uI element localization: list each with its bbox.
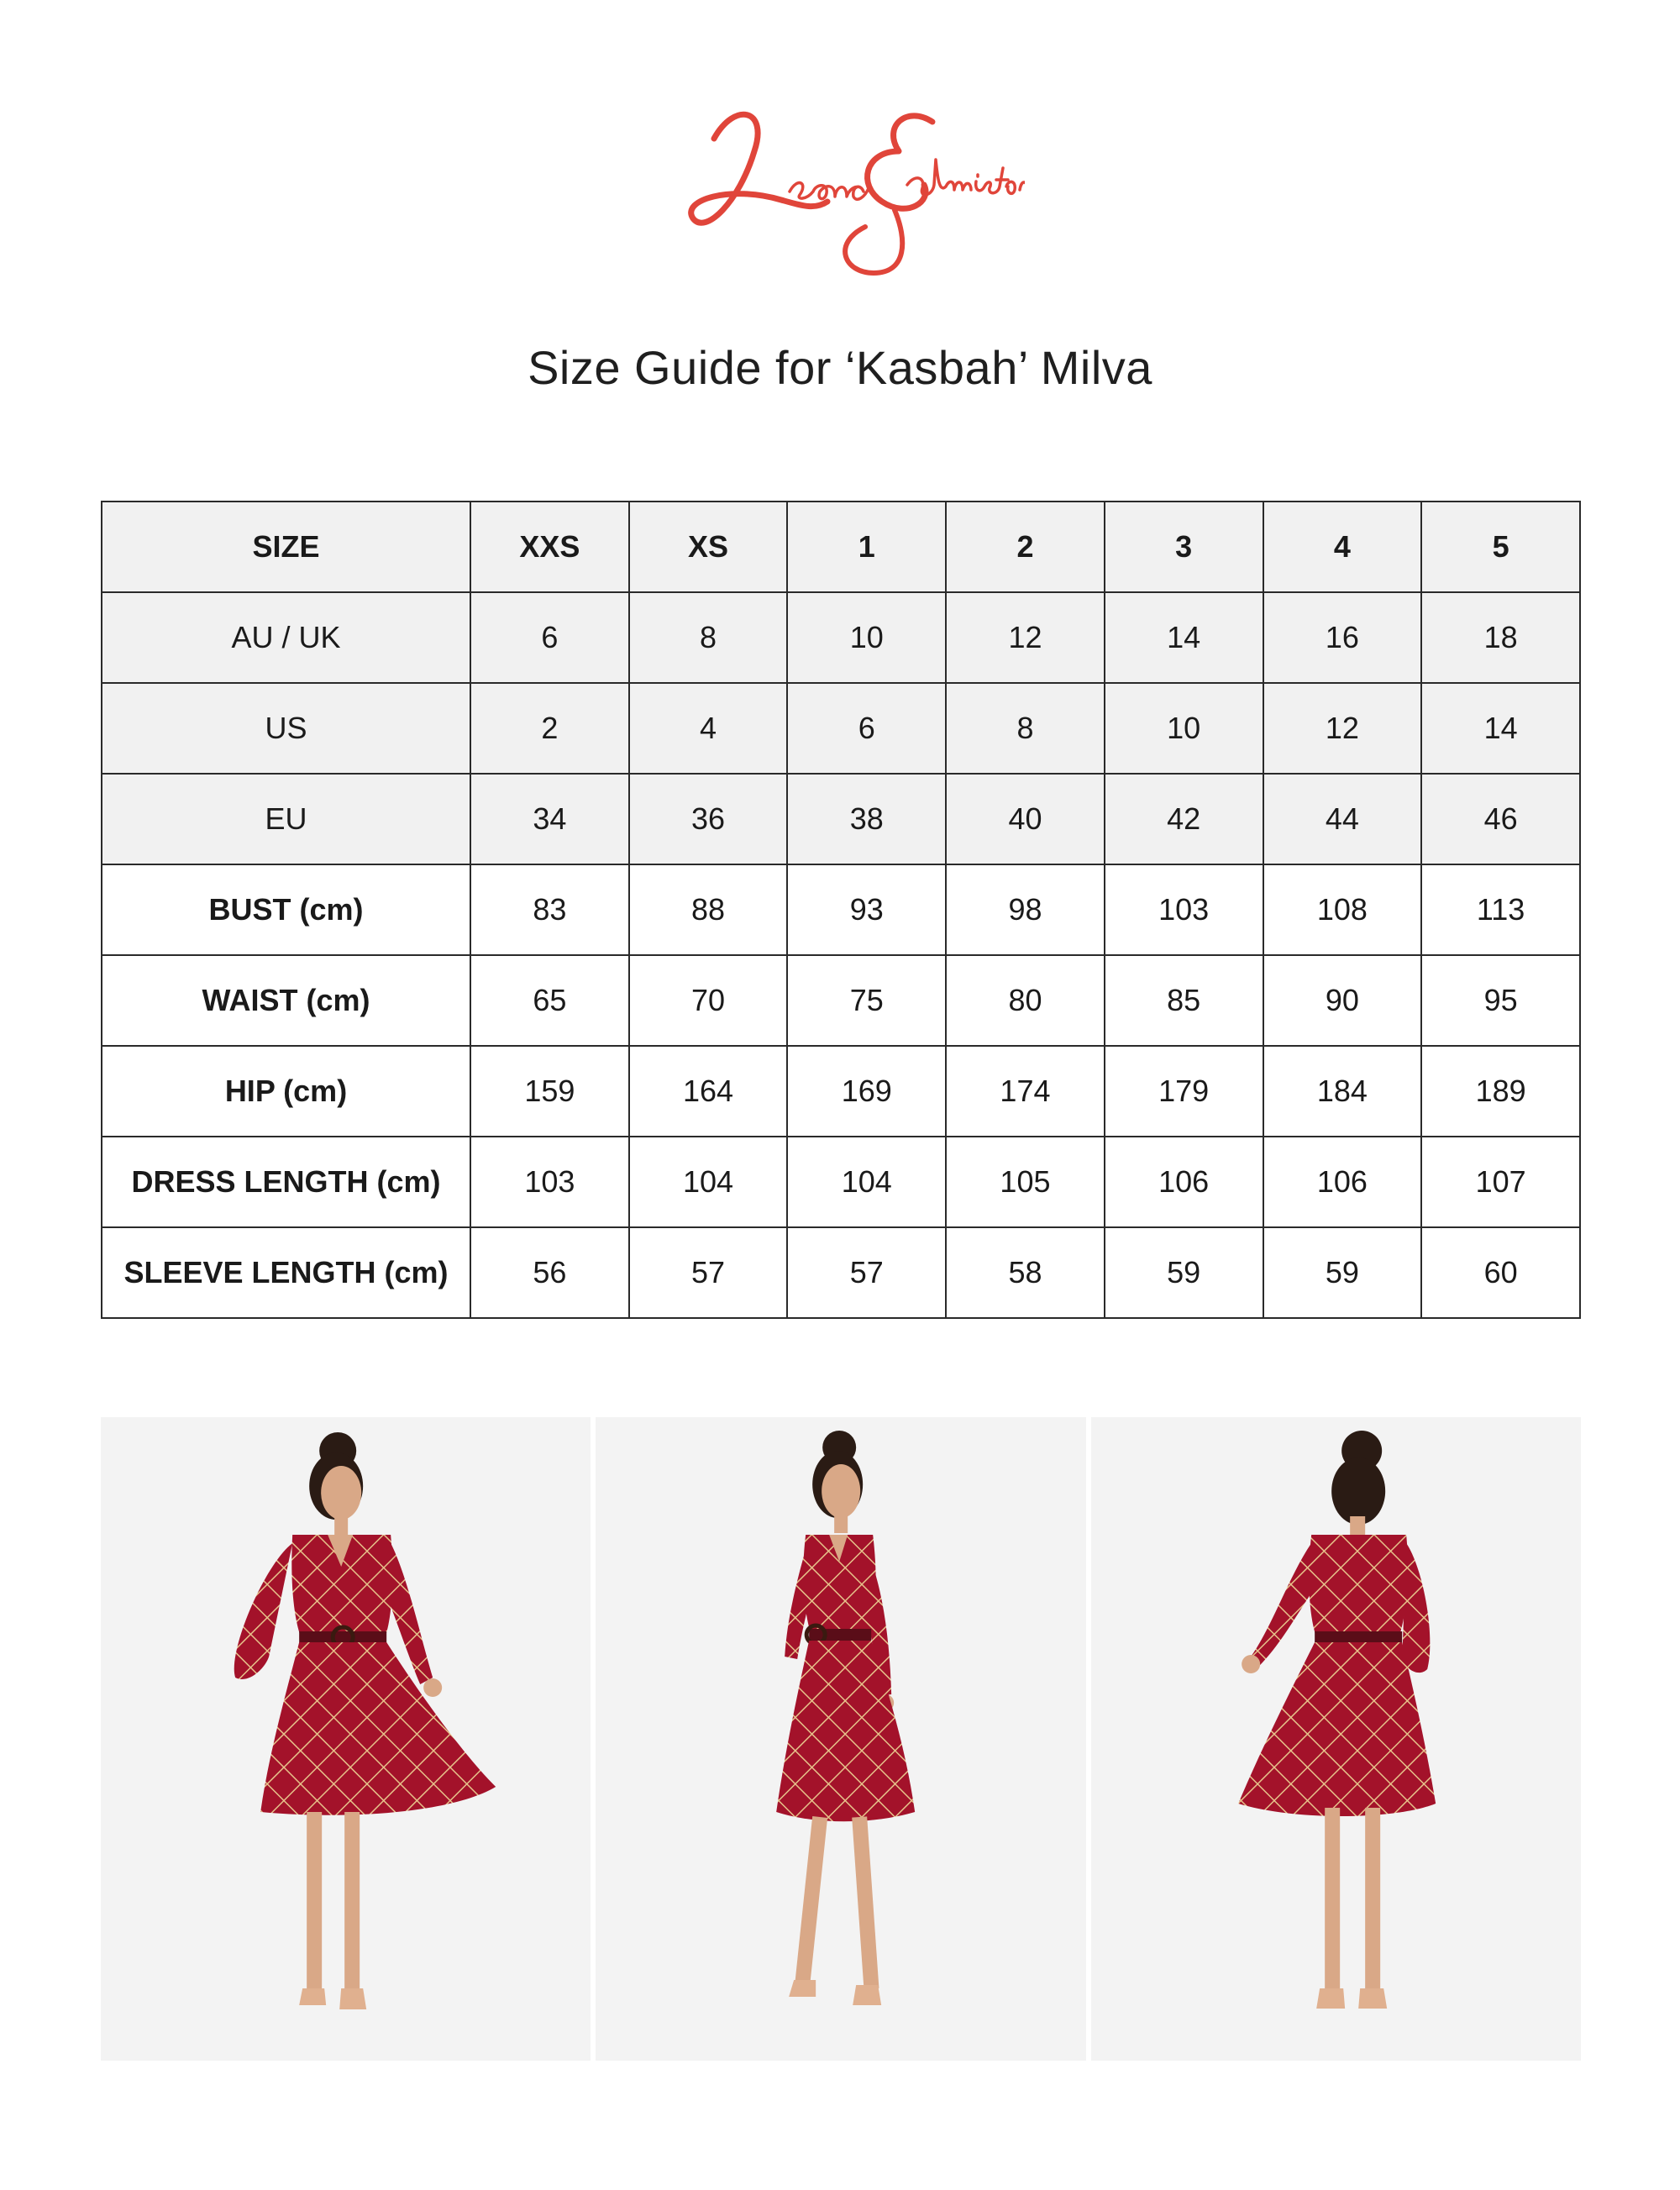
- table-cell: 2: [470, 683, 629, 774]
- table-cell: 106: [1105, 1137, 1263, 1227]
- header-cell: 2: [946, 502, 1105, 592]
- table-row: [102, 774, 1580, 864]
- table-cell: 95: [1421, 955, 1580, 1046]
- header-cell: SIZE: [102, 502, 470, 592]
- table-cell: 57: [629, 1227, 788, 1318]
- table-cell: 6: [787, 683, 946, 774]
- table-cell: 103: [470, 1137, 629, 1227]
- table-row: [102, 1046, 1580, 1137]
- table-cell: 93: [787, 864, 946, 955]
- table-cell: 60: [1421, 1227, 1580, 1318]
- table-cell: 59: [1263, 1227, 1422, 1318]
- table-cell: 65: [470, 955, 629, 1046]
- row-label: HIP (cm): [102, 1046, 470, 1137]
- table-cell: 42: [1105, 774, 1263, 864]
- photo-side-view: [596, 1417, 1085, 2061]
- table-cell: 164: [629, 1046, 788, 1137]
- model-back-illustration: [1091, 1417, 1581, 2061]
- table-cell: 46: [1421, 774, 1580, 864]
- table-cell: 103: [1105, 864, 1263, 955]
- header-cell: 1: [787, 502, 946, 592]
- table-row: [102, 592, 1580, 683]
- table-cell: 10: [787, 592, 946, 683]
- row-label: SLEEVE LENGTH (cm): [102, 1227, 470, 1318]
- row-label: BUST (cm): [102, 864, 470, 955]
- model-side-illustration: [596, 1417, 1085, 2061]
- table-cell: 56: [470, 1227, 629, 1318]
- table-cell: 58: [946, 1227, 1105, 1318]
- header-cell: 4: [1263, 502, 1422, 592]
- table-cell: 57: [787, 1227, 946, 1318]
- table-cell: 179: [1105, 1046, 1263, 1137]
- table-cell: 44: [1263, 774, 1422, 864]
- table-cell: 14: [1105, 592, 1263, 683]
- photo-back-view: [1091, 1417, 1581, 2061]
- table-cell: 104: [787, 1137, 946, 1227]
- table-cell: 106: [1263, 1137, 1422, 1227]
- table-cell: 8: [629, 592, 788, 683]
- table-cell: 38: [787, 774, 946, 864]
- table-cell: 70: [629, 955, 788, 1046]
- table-cell: 159: [470, 1046, 629, 1137]
- table-cell: 88: [629, 864, 788, 955]
- header-cell: XXS: [470, 502, 629, 592]
- table-cell: 174: [946, 1046, 1105, 1137]
- row-label: WAIST (cm): [102, 955, 470, 1046]
- table-row: [102, 683, 1580, 774]
- header-cell: 3: [1105, 502, 1263, 592]
- page-title: Size Guide for ‘Kasbah’ Milva: [528, 341, 1152, 394]
- row-label: US: [102, 683, 470, 774]
- table-row: [102, 864, 1580, 955]
- table-cell: 75: [787, 955, 946, 1046]
- table-row: [102, 1227, 1580, 1318]
- table-cell: 12: [1263, 683, 1422, 774]
- product-photos: [101, 1417, 1581, 2061]
- table-cell: 10: [1105, 683, 1263, 774]
- table-row: [102, 1137, 1580, 1227]
- table-cell: 104: [629, 1137, 788, 1227]
- header-cell: XS: [629, 502, 788, 592]
- table-cell: 34: [470, 774, 629, 864]
- row-label: AU / UK: [102, 592, 470, 683]
- size-guide-table: [101, 501, 1581, 1319]
- table-cell: 105: [946, 1137, 1105, 1227]
- table-cell: 36: [629, 774, 788, 864]
- table-cell: 113: [1421, 864, 1580, 955]
- photo-front-view: [101, 1417, 591, 2061]
- row-label: EU: [102, 774, 470, 864]
- row-label: DRESS LENGTH (cm): [102, 1137, 470, 1227]
- table-cell: 40: [946, 774, 1105, 864]
- table-row: [102, 955, 1580, 1046]
- table-cell: 12: [946, 592, 1105, 683]
- table-cell: 4: [629, 683, 788, 774]
- table-cell: 6: [470, 592, 629, 683]
- table-cell: 107: [1421, 1137, 1580, 1227]
- table-cell: 14: [1421, 683, 1580, 774]
- table-cell: 189: [1421, 1046, 1580, 1137]
- leona-edmiston-logo: [655, 92, 1025, 281]
- table-cell: 16: [1263, 592, 1422, 683]
- table-cell: 85: [1105, 955, 1263, 1046]
- header-cell: 5: [1421, 502, 1580, 592]
- table-cell: 169: [787, 1046, 946, 1137]
- model-front-illustration: [101, 1417, 591, 2061]
- table-cell: 184: [1263, 1046, 1422, 1137]
- table-cell: 8: [946, 683, 1105, 774]
- table-cell: 18: [1421, 592, 1580, 683]
- table-cell: 80: [946, 955, 1105, 1046]
- table-cell: 83: [470, 864, 629, 955]
- table-cell: 98: [946, 864, 1105, 955]
- table-cell: 90: [1263, 955, 1422, 1046]
- table-header-row: [102, 502, 1580, 592]
- table-cell: 108: [1263, 864, 1422, 955]
- table-cell: 59: [1105, 1227, 1263, 1318]
